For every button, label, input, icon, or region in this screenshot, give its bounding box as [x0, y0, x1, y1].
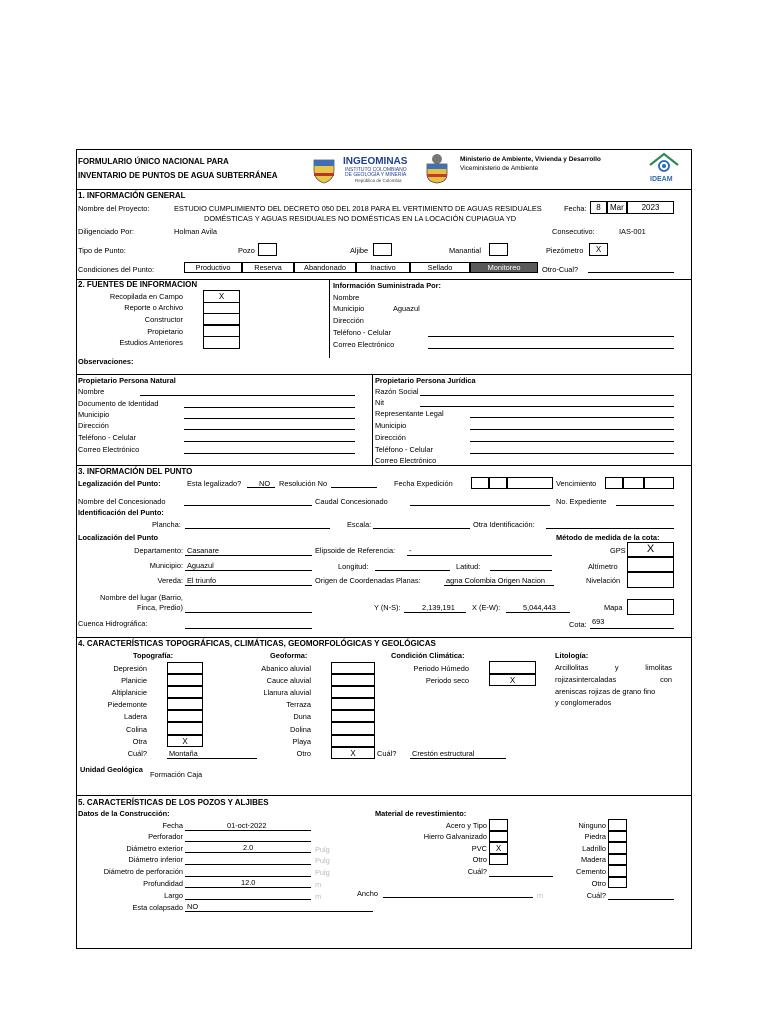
aljibe-checkbox[interactable]: [373, 243, 392, 256]
aljibe-label: Aljibe: [350, 246, 369, 255]
condiciones-label: Condiciones del Punto:: [78, 265, 155, 274]
mapa-label: Mapa: [604, 603, 623, 612]
sum-correo: Correo Electrónico: [333, 340, 395, 349]
colapsado-line: [185, 911, 373, 912]
ingeominas-sub1: INSTITUTO COLOMBIANO: [345, 167, 407, 173]
ancho-label: Ancho: [357, 889, 378, 898]
year-field[interactable]: 2023: [627, 201, 674, 214]
plancha-label: Plancha:: [152, 520, 181, 529]
ingeominas-logo-text: INGEOMINAS: [343, 156, 408, 167]
diametro-perforacion-label: Diámetro de perforación: [103, 867, 183, 876]
otra-ident-label: Otra Identificación:: [473, 520, 535, 529]
legalizado-line: [257, 487, 275, 488]
section-5-title: 5. CARACTERÍSTICAS DE LOS POZOS Y ALJIBES: [78, 798, 269, 807]
elipsoide-label: Elipsoide de Referencia:: [315, 546, 396, 555]
section-4-title: 4. CARACTERÍSTICAS TOPOGRÁFICAS, CLIMÁTICAS, GEOMORFOLÓGICAS Y GEOLÓGICAS: [78, 639, 436, 648]
geo-otro-checkbox[interactable]: X: [331, 747, 375, 759]
cond-sellado[interactable]: Sellado: [410, 262, 470, 273]
topo-cual-label: Cuál?: [127, 749, 147, 758]
profundidad-unit: m: [315, 880, 322, 889]
nivelacion-label: Nivelación: [586, 576, 621, 585]
mat-ninguno: Ninguno: [578, 821, 606, 830]
fecha-construccion-value[interactable]: 01-oct-2022: [227, 821, 267, 830]
lugar-label-1: Nombre del lugar (Barrio,: [100, 593, 183, 602]
cota-line: [590, 628, 674, 629]
cond-monitoreo-selected[interactable]: Monitoreo: [470, 262, 538, 273]
ingeominas-sub3: República de Colombia: [355, 178, 402, 183]
juridica-razon: Razón Social: [375, 387, 419, 396]
topo-planicie: Planicie: [121, 676, 147, 685]
colapsado-label: Esta colapsado: [132, 903, 183, 912]
x-label: X (E-W):: [472, 603, 501, 612]
municipio-label: Municipio:: [149, 561, 183, 570]
legalizado-pre-line: [247, 487, 257, 488]
topografia-title: Topografía:: [133, 651, 174, 660]
natural-direccion-line[interactable]: [184, 429, 355, 430]
profundidad-value[interactable]: 12.0: [241, 878, 256, 887]
diametro-exterior-value[interactable]: 2.0: [243, 843, 254, 852]
vereda-line: [185, 585, 312, 586]
geo-cual-line: [410, 758, 506, 759]
ingeominas-sub2: DE GEOLOGÍA Y MINERÍA: [345, 172, 407, 178]
topo-ladera: Ladera: [123, 712, 147, 721]
topo-depresion: Depresión: [113, 664, 147, 673]
longitud-line[interactable]: [375, 570, 450, 571]
natural-title: Propietario Persona Natural: [78, 376, 176, 385]
natural-nombre-line[interactable]: [140, 395, 355, 396]
consecutivo-value[interactable]: IAS-001: [619, 227, 646, 236]
vencimiento-label: Vencimiento: [556, 479, 597, 488]
escala-line[interactable]: [373, 528, 470, 529]
diametro-exterior-line: [185, 852, 311, 853]
geo-playa: Playa: [292, 737, 311, 746]
mapa-checkbox[interactable]: [627, 599, 674, 615]
origen-value[interactable]: agna Colombia Origen Nacion: [446, 576, 546, 585]
geo-playa-checkbox[interactable]: [331, 735, 375, 747]
diligenciado-label: Diligenciado Por:: [78, 227, 134, 236]
topo-altiplanicie-checkbox[interactable]: [167, 686, 203, 698]
diametro-inferior-line[interactable]: [185, 864, 311, 865]
section-divider: [76, 637, 692, 638]
localizacion-label: Localización del Punto: [78, 533, 159, 542]
coat-of-arms-icon: [422, 152, 452, 184]
natural-telefono: Teléfono - Celular: [78, 433, 136, 442]
legalizacion-label: Legalización del Punto:: [78, 479, 161, 488]
natural-telefono-line[interactable]: [184, 441, 355, 442]
mat-pvc: PVC: [471, 844, 487, 853]
profundidad-label: Profundidad: [143, 879, 183, 888]
src-constructor: Constructor: [144, 315, 183, 324]
nivelacion-checkbox[interactable]: [627, 572, 674, 588]
y-value[interactable]: 2,139,191: [422, 603, 455, 612]
natural-nombre: Nombre: [78, 387, 105, 396]
sum-telefono: Teléfono - Celular: [333, 328, 391, 337]
origen-line: [444, 585, 554, 586]
topo-otra: Otra: [132, 737, 147, 746]
geo-llanura: Llanura aluvial: [263, 688, 311, 697]
national-coat-of-arms-logo: [422, 152, 452, 189]
sum-nombre: Nombre: [333, 293, 360, 302]
cond-productivo[interactable]: Productivo: [184, 262, 242, 273]
ideam-logo-text: IDEAM: [650, 176, 673, 183]
geo-cual-value[interactable]: Crestón estructural: [412, 749, 475, 758]
perforador-label: Perforador: [148, 832, 183, 841]
form-title-line2: INVENTARIO DE PUNTOS DE AGUA SUBTERRÁNEA: [78, 171, 278, 180]
fecha-expedicion-d[interactable]: [471, 477, 489, 489]
project-name-line1: ESTUDIO CUMPLIMIENTO DEL DECRETO 050 DEL 2018 PARA EL VERTIMIENTO DE AGUAS RESIDUALES: [174, 204, 542, 213]
datos-construccion-label: Datos de la Construcción:: [78, 809, 170, 818]
litologia-line2: rojizasintercaladas con: [555, 675, 672, 684]
mat-cual-line[interactable]: [489, 876, 553, 877]
mat-hierro-checkbox[interactable]: [489, 831, 508, 842]
topo-colina: Colina: [126, 725, 147, 734]
mat-ninguno-checkbox[interactable]: [608, 819, 627, 831]
fecha-expedicion-m[interactable]: [489, 477, 507, 489]
mat-pvc-checkbox[interactable]: X: [489, 842, 508, 854]
geoforma-title: Geoforma:: [270, 651, 308, 660]
geo-abanico: Abanico aluvial: [261, 664, 311, 673]
shield-icon: [311, 156, 337, 184]
fecha-expedicion-y[interactable]: [507, 477, 553, 489]
mat-hierro: Hierro Galvanizado: [423, 832, 487, 841]
expediente-line[interactable]: [616, 505, 674, 506]
clima-title: Condición Climática:: [391, 651, 465, 660]
mat-piedra-checkbox[interactable]: [608, 831, 627, 842]
fecha-label: Fecha:: [564, 204, 587, 213]
topo-depresion-checkbox[interactable]: [167, 662, 203, 674]
elipsoide-line: [407, 555, 552, 556]
ancho-unit: m: [537, 891, 544, 900]
resolucion-label: Resolución No: [279, 479, 328, 488]
plancha-line[interactable]: [185, 528, 330, 529]
mat-piedra: Piedra: [584, 832, 606, 841]
mat-acero: Acero y Tipo: [445, 821, 487, 830]
juridica-direccion: Dirección: [375, 433, 406, 442]
geo-dolina-checkbox[interactable]: [331, 722, 375, 735]
clima-seco: Periodo seco: [425, 676, 469, 685]
mat-cual-b: Cuál?: [586, 891, 606, 900]
largo-label: Largo: [164, 891, 183, 900]
origen-label: Origen de Coordenadas Planas:: [315, 576, 421, 585]
vencimiento-m[interactable]: [623, 477, 644, 489]
juridica-direccion-line[interactable]: [470, 441, 674, 442]
diametro-perforacion-line[interactable]: [185, 876, 311, 877]
vice-ministry-name: Viceministerio de Ambiente: [460, 165, 539, 172]
cuenca-line[interactable]: [185, 628, 312, 629]
resolucion-line[interactable]: [331, 487, 377, 488]
section-1-title: 1. INFORMACIÓN GENERAL: [78, 191, 186, 200]
topo-cual-line: [167, 758, 257, 759]
unidad-geologica-value[interactable]: Formación Caja: [150, 770, 203, 779]
sum-municipio: Municipio: [333, 304, 365, 313]
natural-correo-line[interactable]: [184, 453, 355, 454]
caudal-line[interactable]: [410, 505, 550, 506]
diametro-exterior-label: Diámetro exterior: [126, 844, 183, 853]
topo-altiplanicie: Altiplanicie: [111, 688, 147, 697]
topo-piedemonte: Piedemonte: [107, 700, 147, 709]
colombia-shield-logo: [311, 156, 337, 189]
escala-label: Escala:: [347, 520, 372, 529]
juridica-telefono-line[interactable]: [470, 453, 674, 454]
ministry-name: Ministerio de Ambiente, Vivienda y Desarrollo: [460, 156, 601, 163]
otro-cual-line[interactable]: [588, 272, 674, 273]
juridica-municipio: Municipio: [375, 421, 407, 430]
concesionado-label: Nombre del Concesionado: [78, 497, 166, 506]
expediente-label: No. Expediente: [556, 497, 607, 506]
clima-humedo: Periodo Húmedo: [413, 664, 469, 673]
natural-documento: Documento de Identidad: [78, 399, 159, 408]
mat-otro-checkbox[interactable]: [489, 854, 508, 865]
owners-divider: [372, 374, 373, 465]
topo-otra-checkbox[interactable]: X: [167, 735, 203, 747]
topo-planicie-checkbox[interactable]: [167, 674, 203, 686]
src-recopilada-checkbox[interactable]: X: [203, 290, 240, 303]
x-value[interactable]: 5,044,443: [523, 603, 556, 612]
natural-municipio: Municipio: [78, 410, 110, 419]
cota-label: Cota:: [569, 620, 587, 629]
departamento-label: Departamento:: [134, 546, 183, 555]
src-constructor-checkbox[interactable]: [203, 313, 240, 325]
cond-abandonado[interactable]: Abandonado: [294, 262, 356, 273]
vencimiento-d[interactable]: [605, 477, 623, 489]
departamento-value[interactable]: Casanare: [187, 546, 220, 555]
mat-cual: Cuál?: [467, 867, 487, 876]
x-line: [506, 612, 570, 613]
clima-seco-checkbox[interactable]: X: [489, 674, 536, 686]
piezometro-checkbox[interactable]: X: [589, 243, 608, 256]
diametro-exterior-unit: Pulg: [315, 845, 330, 854]
latitud-line[interactable]: [490, 570, 552, 571]
concesionado-line[interactable]: [184, 505, 312, 506]
src-reporte: Reporte o Archivo: [124, 303, 183, 312]
fecha-construccion-label: Fecha: [162, 821, 183, 830]
diligenciado-value[interactable]: Holman Avila: [174, 227, 217, 236]
juridica-correo: Correo Electrónico: [375, 456, 437, 465]
section-2-divider: [329, 279, 330, 358]
otro-cual-label: Otro-Cual?: [542, 265, 579, 274]
mat-otro-b: Otro: [591, 879, 606, 888]
longitud-label: Longitud:: [338, 562, 369, 571]
natural-documento-line[interactable]: [184, 407, 355, 408]
largo-unit: m: [315, 892, 322, 901]
geo-llanura-checkbox[interactable]: [331, 686, 375, 698]
project-label: Nombre del Proyecto:: [78, 204, 150, 213]
tipo-punto-label: Tipo de Punto:: [78, 246, 126, 255]
mat-ladrillo-checkbox[interactable]: [608, 842, 627, 854]
cuenca-label: Cuenca Hidrográfica:: [78, 619, 148, 628]
pozo-label: Pozo: [238, 246, 255, 255]
ancho-line[interactable]: [383, 897, 533, 898]
mat-otro: Otro: [472, 855, 487, 864]
juridica-municipio-line[interactable]: [470, 429, 674, 430]
latitud-label: Latitud:: [456, 562, 481, 571]
juridica-nit: Nit: [375, 398, 385, 407]
natural-municipio-line[interactable]: [184, 418, 355, 419]
geo-duna: Duna: [293, 712, 311, 721]
topo-cual-value[interactable]: Montaña: [169, 749, 198, 758]
topo-ladera-checkbox[interactable]: [167, 710, 203, 722]
topo-piedemonte-checkbox[interactable]: [167, 698, 203, 710]
manantial-label: Manantial: [449, 246, 482, 255]
lugar-line[interactable]: [185, 612, 312, 613]
src-recopilada: Recopilada en Campo: [109, 292, 183, 301]
piezometro-label: Piezómetro: [546, 246, 584, 255]
section-divider: [76, 189, 692, 190]
unidad-geologica-label: Unidad Geológica: [80, 765, 143, 774]
municipio-value[interactable]: Aguazul: [187, 561, 214, 570]
observaciones-label: Observaciones:: [78, 357, 134, 366]
day-field[interactable]: 8: [590, 201, 607, 214]
geo-terraza-checkbox[interactable]: [331, 698, 375, 710]
natural-correo: Correo Electrónico: [78, 445, 140, 454]
vencimiento-y[interactable]: [644, 477, 674, 489]
diametro-inferior-unit: Pulg: [315, 856, 330, 865]
profundidad-line: [185, 887, 311, 888]
litologia-line4: y conglomerados: [555, 698, 612, 707]
altimetro-checkbox[interactable]: [627, 557, 674, 572]
mat-ladrillo: Ladrillo: [582, 844, 606, 853]
sum-telefono-line[interactable]: [428, 336, 674, 337]
geo-duna-checkbox[interactable]: [331, 710, 375, 722]
litologia-title: Litología:: [555, 651, 589, 660]
juridica-representante-line[interactable]: [470, 417, 674, 418]
section-divider: [76, 374, 692, 375]
juridica-telefono: Teléfono - Celular: [375, 445, 433, 454]
clima-humedo-checkbox[interactable]: [489, 661, 536, 674]
cota-value[interactable]: 693: [592, 617, 605, 626]
project-name-line2: DOMÉSTICAS Y AGUAS RESIDUALES NO DOMÉSTICAS EN LA LOCACIÓN CUPIAGUA YD: [204, 214, 517, 223]
src-estudios: Estudios Anteriores: [119, 338, 183, 347]
colapsado-value[interactable]: NO: [187, 902, 199, 911]
otra-ident-line[interactable]: [546, 528, 674, 529]
sum-municipio-value[interactable]: Aguazul: [393, 304, 420, 313]
perforador-line[interactable]: [185, 841, 311, 842]
identificacion-label: Identificación del Punto:: [78, 508, 164, 517]
caudal-label: Caudal Concesionado: [315, 497, 388, 506]
suministrada-title: Información Suministrada Por:: [333, 281, 442, 290]
mat-cemento-checkbox[interactable]: [608, 865, 627, 877]
juridica-razon-line[interactable]: [420, 395, 674, 396]
juridica-nit-line[interactable]: [420, 406, 674, 407]
mat-madera-checkbox[interactable]: [608, 854, 627, 865]
litologia-line1: Arcillolitas y limolitas: [555, 663, 672, 672]
altimetro-label: Altímetro: [588, 562, 618, 571]
departamento-line: [185, 555, 312, 556]
month-field[interactable]: Mar: [607, 201, 627, 214]
topo-colina-checkbox[interactable]: [167, 722, 203, 735]
gps-checkbox[interactable]: X: [627, 542, 674, 557]
legalizado-label: Esta legalizado?: [187, 479, 242, 488]
material-label: Material de revestimiento:: [375, 809, 467, 818]
litologia-line3: areniscas rojizas de grano fino: [555, 687, 656, 696]
metodo-cota-label: Método de medida de la cota:: [556, 533, 660, 542]
elipsoide-value[interactable]: -: [409, 546, 412, 555]
mat-cemento: Cemento: [576, 867, 606, 876]
sum-direccion: Dirección: [333, 316, 364, 325]
juridica-title: Propietario Persona Jurídica: [375, 376, 476, 385]
vereda-value[interactable]: El triunfo: [187, 576, 217, 585]
section-divider: [76, 795, 692, 796]
geo-cual-label: Cuál?: [377, 749, 397, 758]
legalizado-value[interactable]: NO: [259, 479, 271, 488]
cond-inactivo[interactable]: Inactivo: [356, 262, 410, 273]
consecutivo-label: Consecutivo:: [552, 227, 595, 236]
geo-cauce: Cauce aluvial: [266, 676, 311, 685]
y-line: [404, 612, 466, 613]
largo-line[interactable]: [185, 899, 311, 900]
mat-otro-b-checkbox[interactable]: [608, 877, 627, 888]
geo-otro: Otro: [296, 749, 311, 758]
geo-cauce-checkbox[interactable]: [331, 674, 375, 686]
diametro-perforacion-unit: Pulg: [315, 868, 330, 877]
src-estudios-checkbox[interactable]: [203, 336, 240, 349]
geo-terraza: Terraza: [286, 700, 311, 709]
manantial-checkbox[interactable]: [489, 243, 508, 256]
y-label: Y (N-S):: [374, 603, 401, 612]
gps-label: GPS: [610, 546, 626, 555]
juridica-representante: Representante Legal: [375, 409, 444, 418]
mat-cual-b-line[interactable]: [608, 899, 674, 900]
section-divider: [76, 465, 692, 466]
geo-abanico-checkbox[interactable]: [331, 662, 375, 674]
mat-acero-checkbox[interactable]: [489, 819, 508, 831]
sum-correo-line[interactable]: [428, 348, 674, 349]
natural-direccion: Dirección: [78, 421, 109, 430]
section-2-title: 2. FUENTES DE INFORMACION: [78, 280, 198, 289]
cond-reserva[interactable]: Reserva: [242, 262, 294, 273]
diametro-inferior-label: Diámetro inferior: [128, 855, 183, 864]
municipio-line: [185, 570, 312, 571]
section-3-title: 3. INFORMACIÓN DEL PUNTO: [78, 467, 193, 476]
fecha-expedicion-label: Fecha Expedición: [394, 479, 453, 488]
geo-dolina: Dolina: [290, 725, 311, 734]
vereda-label: Vereda:: [157, 576, 183, 585]
form-title-line1: FORMULARIO ÚNICO NACIONAL PARA: [78, 157, 229, 166]
lugar-label-2: Finca, Predio): [136, 603, 183, 612]
pozo-checkbox[interactable]: [258, 243, 277, 256]
src-propietario: Propietario: [147, 327, 183, 336]
fecha-construccion-line: [185, 830, 311, 831]
mat-madera: Madera: [580, 855, 606, 864]
